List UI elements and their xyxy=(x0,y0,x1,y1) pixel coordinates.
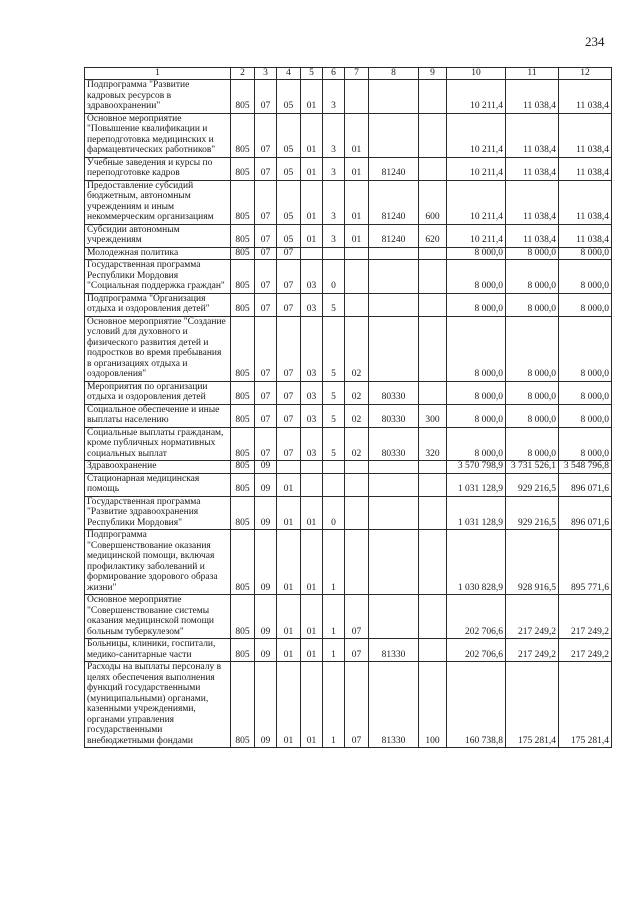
ministry-code-cell: 805 xyxy=(231,404,255,427)
activity-code-cell: 01 xyxy=(345,180,369,224)
amount-year1-cell: 202 706,6 xyxy=(447,595,506,639)
expense-type-code-cell xyxy=(419,247,447,260)
activity-code-cell xyxy=(345,496,369,530)
subprogram-code-cell: 3 xyxy=(323,157,345,180)
section-code-cell: 07 xyxy=(255,293,277,316)
program-code-cell: 03 xyxy=(301,381,323,404)
table-row xyxy=(85,180,612,224)
subprogram-code-cell: 5 xyxy=(323,293,345,316)
subprogram-code-cell xyxy=(323,461,345,474)
subprogram-code-cell: 5 xyxy=(323,381,345,404)
amount-year1-cell: 8 000,0 xyxy=(447,381,506,404)
program-code-cell: 03 xyxy=(301,293,323,316)
amount-year2-cell: 11 038,4 xyxy=(506,113,559,157)
amount-year2-cell: 929 216,5 xyxy=(506,496,559,530)
amount-year2-cell: 8 000,0 xyxy=(506,260,559,294)
ministry-code-cell: 805 xyxy=(231,595,255,639)
table-row xyxy=(85,247,612,260)
direction-code-cell: 80330 xyxy=(369,381,419,404)
direction-code-cell: 81240 xyxy=(369,224,419,247)
expense-type-code-cell xyxy=(419,80,447,114)
section-code-cell: 09 xyxy=(255,473,277,496)
amount-year3-cell: 11 038,4 xyxy=(559,180,612,224)
ministry-code-cell: 805 xyxy=(231,662,255,748)
ministry-code-cell: 805 xyxy=(231,113,255,157)
activity-code-cell: 07 xyxy=(345,639,369,662)
amount-year1-cell: 3 570 798,9 xyxy=(447,461,506,474)
table-row xyxy=(85,381,612,404)
program-code-cell: 03 xyxy=(301,427,323,461)
subsection-code-cell: 01 xyxy=(277,496,301,530)
table-row xyxy=(85,427,612,461)
direction-code-cell xyxy=(369,113,419,157)
column-header: 12 xyxy=(559,68,612,80)
row-name-cell: Основное мероприятие "Создание условий для духовного и физического развития детей и подростков во время пребывания в организациях отдыха и оздоровления" xyxy=(85,316,231,381)
subprogram-code-cell: 3 xyxy=(323,224,345,247)
ministry-code-cell: 805 xyxy=(231,293,255,316)
expense-type-code-cell: 100 xyxy=(419,662,447,748)
row-name-cell: Предоставление субсидий бюджетным, автономным учреждениям и иным некоммерческим организациям xyxy=(85,180,231,224)
table-body xyxy=(85,80,612,748)
table-row xyxy=(85,662,612,748)
table-row xyxy=(85,260,612,294)
amount-year3-cell: 217 249,2 xyxy=(559,639,612,662)
expense-type-code-cell xyxy=(419,381,447,404)
row-name-cell: Подпрограмма "Развитие кадровых ресурсов в здравоохранении" xyxy=(85,80,231,114)
amount-year3-cell: 895 771,6 xyxy=(559,530,612,595)
row-name-cell: Основное мероприятие "Повышение квалификации и переподготовка медицинских и фармацевтических работников" xyxy=(85,113,231,157)
ministry-code-cell: 805 xyxy=(231,157,255,180)
expense-type-code-cell xyxy=(419,595,447,639)
amount-year1-cell: 8 000,0 xyxy=(447,404,506,427)
row-name-cell: Стационарная медицинская помощь xyxy=(85,473,231,496)
subsection-code-cell: 07 xyxy=(277,404,301,427)
program-code-cell xyxy=(301,247,323,260)
row-name-cell: Государственная программа "Развитие здравоохранения Республики Мордовия" xyxy=(85,496,231,530)
subprogram-code-cell: 1 xyxy=(323,530,345,595)
amount-year3-cell: 3 548 796,8 xyxy=(559,461,612,474)
activity-code-cell: 02 xyxy=(345,404,369,427)
ministry-code-cell: 805 xyxy=(231,496,255,530)
subsection-code-cell: 01 xyxy=(277,473,301,496)
subsection-code-cell: 01 xyxy=(277,530,301,595)
amount-year3-cell: 217 249,2 xyxy=(559,595,612,639)
program-code-cell: 03 xyxy=(301,260,323,294)
subprogram-code-cell: 0 xyxy=(323,496,345,530)
amount-year3-cell: 8 000,0 xyxy=(559,247,612,260)
amount-year1-cell: 202 706,6 xyxy=(447,639,506,662)
amount-year3-cell: 8 000,0 xyxy=(559,404,612,427)
program-code-cell xyxy=(301,461,323,474)
subsection-code-cell xyxy=(277,461,301,474)
subsection-code-cell: 07 xyxy=(277,260,301,294)
amount-year3-cell: 896 071,6 xyxy=(559,473,612,496)
program-code-cell: 01 xyxy=(301,496,323,530)
amount-year1-cell: 10 211,4 xyxy=(447,80,506,114)
direction-code-cell: 81330 xyxy=(369,639,419,662)
row-name-cell: Учебные заведения и курсы по переподготовке кадров xyxy=(85,157,231,180)
program-code-cell: 01 xyxy=(301,80,323,114)
amount-year1-cell: 10 211,4 xyxy=(447,224,506,247)
expense-type-code-cell xyxy=(419,496,447,530)
amount-year3-cell: 8 000,0 xyxy=(559,427,612,461)
section-code-cell: 07 xyxy=(255,224,277,247)
amount-year3-cell: 8 000,0 xyxy=(559,316,612,381)
program-code-cell: 01 xyxy=(301,113,323,157)
direction-code-cell: 80330 xyxy=(369,427,419,461)
program-code-cell: 03 xyxy=(301,404,323,427)
column-header: 6 xyxy=(323,68,345,80)
column-header: 5 xyxy=(301,68,323,80)
table-row xyxy=(85,157,612,180)
amount-year2-cell: 11 038,4 xyxy=(506,80,559,114)
amount-year2-cell: 8 000,0 xyxy=(506,316,559,381)
section-code-cell: 07 xyxy=(255,180,277,224)
amount-year1-cell: 8 000,0 xyxy=(447,260,506,294)
row-name-cell: Подпрограмма "Организация отдыха и оздоровления детей" xyxy=(85,293,231,316)
amount-year1-cell: 8 000,0 xyxy=(447,247,506,260)
direction-code-cell xyxy=(369,496,419,530)
program-code-cell: 01 xyxy=(301,639,323,662)
table-row xyxy=(85,404,612,427)
ministry-code-cell: 805 xyxy=(231,473,255,496)
expense-type-code-cell: 620 xyxy=(419,224,447,247)
subsection-code-cell: 01 xyxy=(277,639,301,662)
expense-type-code-cell xyxy=(419,316,447,381)
subsection-code-cell: 05 xyxy=(277,80,301,114)
amount-year3-cell: 896 071,6 xyxy=(559,496,612,530)
subprogram-code-cell: 1 xyxy=(323,662,345,748)
subsection-code-cell: 07 xyxy=(277,316,301,381)
row-name-cell: Расходы на выплаты персоналу в целях обеспечения выполнения функций государственными (муниципальными) органами, казенными учреждениями, органами управления государственными внебюджетными фондами xyxy=(85,662,231,748)
ministry-code-cell: 805 xyxy=(231,260,255,294)
amount-year1-cell: 1 030 828,9 xyxy=(447,530,506,595)
section-code-cell: 07 xyxy=(255,157,277,180)
ministry-code-cell: 805 xyxy=(231,80,255,114)
expense-type-code-cell xyxy=(419,461,447,474)
direction-code-cell xyxy=(369,293,419,316)
column-header: 9 xyxy=(419,68,447,80)
subsection-code-cell: 07 xyxy=(277,293,301,316)
amount-year2-cell: 8 000,0 xyxy=(506,404,559,427)
ministry-code-cell: 805 xyxy=(231,530,255,595)
activity-code-cell xyxy=(345,473,369,496)
activity-code-cell: 02 xyxy=(345,316,369,381)
activity-code-cell: 07 xyxy=(345,662,369,748)
amount-year2-cell: 8 000,0 xyxy=(506,293,559,316)
row-name-cell: Субсидии автономным учреждениям xyxy=(85,224,231,247)
table-row xyxy=(85,639,612,662)
row-name-cell: Здравоохранение xyxy=(85,461,231,474)
amount-year2-cell: 11 038,4 xyxy=(506,157,559,180)
section-code-cell: 07 xyxy=(255,381,277,404)
expense-type-code-cell: 320 xyxy=(419,427,447,461)
table-row xyxy=(85,595,612,639)
amount-year1-cell: 10 211,4 xyxy=(447,157,506,180)
amount-year3-cell: 8 000,0 xyxy=(559,293,612,316)
row-name-cell: Больницы, клиники, госпитали, медико-санитарные части xyxy=(85,639,231,662)
subsection-code-cell: 05 xyxy=(277,113,301,157)
amount-year1-cell: 8 000,0 xyxy=(447,316,506,381)
section-code-cell: 07 xyxy=(255,316,277,381)
ministry-code-cell: 805 xyxy=(231,461,255,474)
ministry-code-cell: 805 xyxy=(231,381,255,404)
expense-type-code-cell xyxy=(419,293,447,316)
column-header: 2 xyxy=(231,68,255,80)
section-code-cell: 09 xyxy=(255,595,277,639)
expense-type-code-cell xyxy=(419,639,447,662)
amount-year1-cell: 10 211,4 xyxy=(447,180,506,224)
program-code-cell: 01 xyxy=(301,157,323,180)
activity-code-cell xyxy=(345,293,369,316)
ministry-code-cell: 805 xyxy=(231,247,255,260)
program-code-cell xyxy=(301,473,323,496)
activity-code-cell: 07 xyxy=(345,595,369,639)
budget-table xyxy=(84,67,612,748)
subsection-code-cell: 05 xyxy=(277,224,301,247)
column-header: 8 xyxy=(369,68,419,80)
table-row xyxy=(85,316,612,381)
expense-type-code-cell xyxy=(419,157,447,180)
table-row xyxy=(85,113,612,157)
subprogram-code-cell: 5 xyxy=(323,316,345,381)
program-code-cell: 01 xyxy=(301,662,323,748)
section-code-cell: 07 xyxy=(255,404,277,427)
program-code-cell: 01 xyxy=(301,595,323,639)
subsection-code-cell: 01 xyxy=(277,595,301,639)
expense-type-code-cell xyxy=(419,113,447,157)
program-code-cell: 01 xyxy=(301,180,323,224)
section-code-cell: 09 xyxy=(255,461,277,474)
row-name-cell: Подпрограмма "Совершенствование оказания медицинской помощи, включая профилактику заболеваний и формирование здорового образа жизни" xyxy=(85,530,231,595)
column-header: 4 xyxy=(277,68,301,80)
subprogram-code-cell: 3 xyxy=(323,80,345,114)
column-header: 7 xyxy=(345,68,369,80)
direction-code-cell: 81240 xyxy=(369,180,419,224)
ministry-code-cell: 805 xyxy=(231,639,255,662)
ministry-code-cell: 805 xyxy=(231,224,255,247)
subprogram-code-cell: 3 xyxy=(323,180,345,224)
amount-year3-cell: 175 281,4 xyxy=(559,662,612,748)
amount-year2-cell: 175 281,4 xyxy=(506,662,559,748)
amount-year3-cell: 11 038,4 xyxy=(559,224,612,247)
table-row xyxy=(85,293,612,316)
amount-year1-cell: 10 211,4 xyxy=(447,113,506,157)
ministry-code-cell: 805 xyxy=(231,316,255,381)
subprogram-code-cell: 3 xyxy=(323,113,345,157)
activity-code-cell xyxy=(345,247,369,260)
subsection-code-cell: 07 xyxy=(277,247,301,260)
subsection-code-cell: 07 xyxy=(277,381,301,404)
column-header: 11 xyxy=(506,68,559,80)
program-code-cell: 01 xyxy=(301,530,323,595)
amount-year3-cell: 8 000,0 xyxy=(559,381,612,404)
program-code-cell: 03 xyxy=(301,316,323,381)
program-code-cell: 01 xyxy=(301,224,323,247)
table-row xyxy=(85,473,612,496)
amount-year2-cell: 8 000,0 xyxy=(506,247,559,260)
row-name-cell: Социальные выплаты гражданам, кроме публичных нормативных социальных выплат xyxy=(85,427,231,461)
amount-year2-cell: 11 038,4 xyxy=(506,180,559,224)
direction-code-cell: 81330 xyxy=(369,662,419,748)
section-code-cell: 07 xyxy=(255,247,277,260)
section-code-cell: 09 xyxy=(255,639,277,662)
page-number: 234 xyxy=(585,34,605,49)
column-header: 10 xyxy=(447,68,506,80)
amount-year2-cell: 8 000,0 xyxy=(506,381,559,404)
amount-year3-cell: 8 000,0 xyxy=(559,260,612,294)
row-name-cell: Государственная программа Республики Мордовия "Социальная поддержка граждан" xyxy=(85,260,231,294)
activity-code-cell xyxy=(345,461,369,474)
activity-code-cell xyxy=(345,80,369,114)
row-name-cell: Молодежная политика xyxy=(85,247,231,260)
activity-code-cell: 01 xyxy=(345,113,369,157)
direction-code-cell: 80330 xyxy=(369,404,419,427)
amount-year2-cell: 8 000,0 xyxy=(506,427,559,461)
table-row xyxy=(85,461,612,474)
row-name-cell: Мероприятия по организации отдыха и оздоровления детей xyxy=(85,381,231,404)
subsection-code-cell: 05 xyxy=(277,180,301,224)
direction-code-cell xyxy=(369,595,419,639)
amount-year2-cell: 11 038,4 xyxy=(506,224,559,247)
subprogram-code-cell xyxy=(323,247,345,260)
column-header: 3 xyxy=(255,68,277,80)
subprogram-code-cell: 5 xyxy=(323,404,345,427)
subsection-code-cell: 07 xyxy=(277,427,301,461)
section-code-cell: 07 xyxy=(255,427,277,461)
activity-code-cell: 02 xyxy=(345,427,369,461)
ministry-code-cell: 805 xyxy=(231,427,255,461)
section-code-cell: 07 xyxy=(255,113,277,157)
direction-code-cell xyxy=(369,316,419,381)
amount-year1-cell: 8 000,0 xyxy=(447,427,506,461)
table-row xyxy=(85,224,612,247)
table-row xyxy=(85,530,612,595)
direction-code-cell: 81240 xyxy=(369,157,419,180)
column-header: 1 xyxy=(85,68,231,80)
row-name-cell: Социальное обеспечение и иные выплаты населению xyxy=(85,404,231,427)
expense-type-code-cell xyxy=(419,473,447,496)
table-row xyxy=(85,496,612,530)
amount-year2-cell: 3 731 526,1 xyxy=(506,461,559,474)
activity-code-cell: 01 xyxy=(345,224,369,247)
amount-year1-cell: 1 031 128,9 xyxy=(447,496,506,530)
direction-code-cell xyxy=(369,260,419,294)
subprogram-code-cell: 5 xyxy=(323,427,345,461)
direction-code-cell xyxy=(369,530,419,595)
activity-code-cell xyxy=(345,530,369,595)
table-row xyxy=(85,80,612,114)
table-header-row xyxy=(85,68,612,80)
direction-code-cell xyxy=(369,461,419,474)
row-name-cell: Основное мероприятие "Совершенствование системы оказания медицинской помощи больным туберкулезом" xyxy=(85,595,231,639)
subprogram-code-cell: 1 xyxy=(323,595,345,639)
expense-type-code-cell xyxy=(419,260,447,294)
amount-year1-cell: 8 000,0 xyxy=(447,293,506,316)
expense-type-code-cell: 300 xyxy=(419,404,447,427)
activity-code-cell: 02 xyxy=(345,381,369,404)
subsection-code-cell: 05 xyxy=(277,157,301,180)
subsection-code-cell: 01 xyxy=(277,662,301,748)
expense-type-code-cell xyxy=(419,530,447,595)
subprogram-code-cell: 1 xyxy=(323,639,345,662)
activity-code-cell xyxy=(345,260,369,294)
expense-type-code-cell: 600 xyxy=(419,180,447,224)
direction-code-cell xyxy=(369,80,419,114)
section-code-cell: 07 xyxy=(255,260,277,294)
subprogram-code-cell: 0 xyxy=(323,260,345,294)
activity-code-cell: 01 xyxy=(345,157,369,180)
direction-code-cell xyxy=(369,247,419,260)
amount-year1-cell: 160 738,8 xyxy=(447,662,506,748)
section-code-cell: 07 xyxy=(255,80,277,114)
direction-code-cell xyxy=(369,473,419,496)
amount-year2-cell: 217 249,2 xyxy=(506,639,559,662)
amount-year3-cell: 11 038,4 xyxy=(559,80,612,114)
amount-year1-cell: 1 031 128,9 xyxy=(447,473,506,496)
subprogram-code-cell xyxy=(323,473,345,496)
section-code-cell: 09 xyxy=(255,530,277,595)
section-code-cell: 09 xyxy=(255,496,277,530)
amount-year2-cell: 929 216,5 xyxy=(506,473,559,496)
section-code-cell: 09 xyxy=(255,662,277,748)
amount-year3-cell: 11 038,4 xyxy=(559,157,612,180)
amount-year3-cell: 11 038,4 xyxy=(559,113,612,157)
amount-year2-cell: 928 916,5 xyxy=(506,530,559,595)
amount-year2-cell: 217 249,2 xyxy=(506,595,559,639)
ministry-code-cell: 805 xyxy=(231,180,255,224)
